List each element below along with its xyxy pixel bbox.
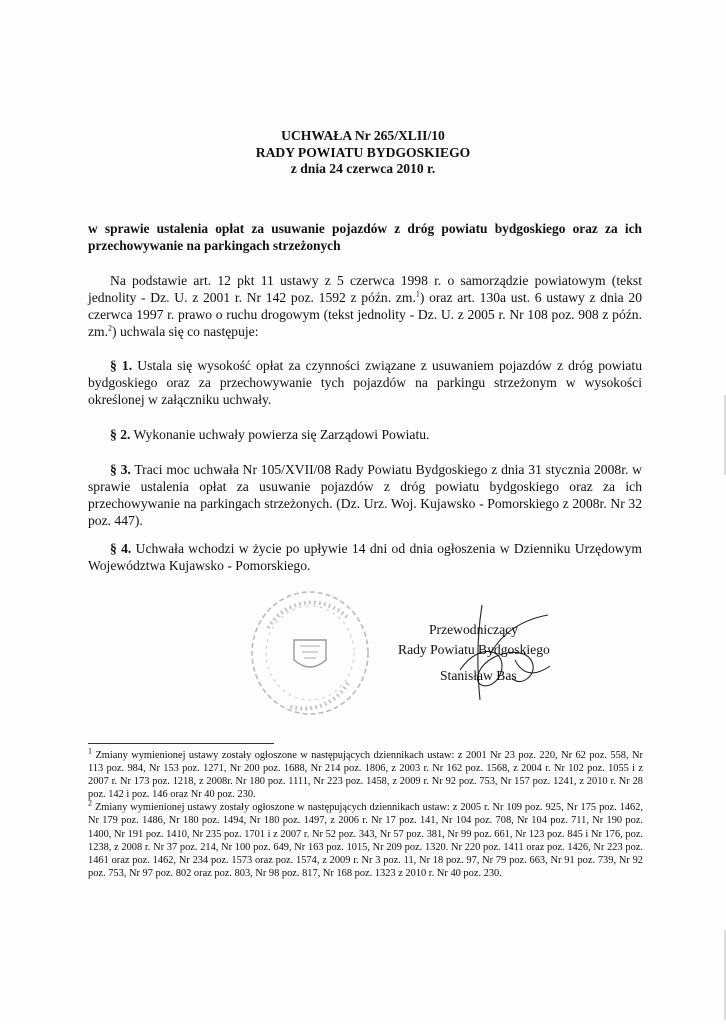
- section-3: [88, 461, 642, 529]
- footnote-text: Zmiany wymienionej ustawy zostały ogłoszone w następujących dziennikach ustaw: z 2005 r. Nr 109 poz. 925, Nr 175 poz. 1462, Nr 179 poz. 1486, Nr 180 poz. 1494, Nr 180 poz. 1497, z 2006 r. Nr 17 poz. 141, Nr 104 poz. 708, Nr 104 poz. 711, Nr 190 poz. 1400, Nr 191 poz. 1410, Nr 235 poz. 1701 i z 2007 r. Nr 52 poz. 343, Nr 57 poz. 381, Nr 99 poz. 661, Nr 123 poz. 845 i Nr 176, poz. 1238, z 2008 r. Nr 37 poz. 214, Nr 100 poz. 649, Nr 163 poz. 1015, Nr 209 poz. 1320. Nr 220 poz. 1411 oraz poz. 1426, Nr 223 poz. 1461 oraz poz. 1462, Nr 234 poz. 1573 oraz poz. 1574, z 2009 r. Nr 3 poz. 11, Nr 18 poz. 97, Nr 79 poz. 663, Nr 91 poz. 739, Nr 92 poz. 753, Nr 97 poz. 802 oraz poz. 803, Nr 98 poz. 817, Nr 168 poz. 1323 z 2010 r. Nr 40 poz. 230.: [88, 802, 643, 879]
- resolution-number: UCHWAŁA Nr 265/XLII/10: [281, 128, 445, 143]
- section-number: § 4.: [110, 541, 132, 556]
- preamble: [88, 272, 642, 340]
- issuing-body: RADY POWIATU BYDGOSKIEGO: [255, 144, 471, 160]
- footnote-separator: [88, 743, 274, 744]
- section-4: [88, 540, 642, 574]
- resolution-header: [0, 128, 726, 178]
- section-text: Traci moc uchwała Nr 105/XVII/08 Rady Powiatu Bydgoskiego z dnia 31 stycznia 2008r. w sprawie ustalenia opłat za usuwanie pojazdów z dróg powiatu bydgoskiego oraz za ich przechowywanie na parkingach strzeżonych. (Dz. Urz. Woj. Kujawsko - Pomorskiego z 2008r. Nr 32 poz. 447).: [88, 462, 642, 528]
- section-text: Uchwała wchodzi w życie po upływie 14 dni od dnia ogłoszenia w Dzienniku Urzędowym Województwa Kujawsko - Pomorskiego.: [88, 541, 642, 573]
- preamble-text-3: ) uchwala się co następuje:: [112, 324, 259, 339]
- footnote-ref-2: 2: [108, 323, 113, 333]
- footnotes: [88, 746, 643, 880]
- footnote-2: [88, 798, 643, 880]
- preamble-text-1: Na podstawie art. 12 pkt 11 ustawy z 5 czerwca 1998 r. o samorządzie powiatowym (tekst jednolity - Dz. U. z 2001 r. Nr 142 poz. 1592 z późn. zm.: [88, 273, 642, 305]
- signatory-body: Rady Powiatu Bydgoskiego: [398, 642, 550, 657]
- preamble-text-2: ) oraz art. 130a ust. 6 ustawy z dnia 20 czerwca 1997 r. prawo o ruchu drogowym (tekst jednolity - Dz. U. z 2005 r. Nr 108 poz. 908 z późn. zm.: [88, 290, 642, 339]
- resolution-subject: w sprawie ustalenia opłat za usuwanie pojazdów z dróg powiatu bydgoskiego oraz za ich przechowywanie na parkingach strzeżonych: [88, 221, 642, 253]
- footnote-text: Zmiany wymienionej ustawy zostały ogłoszone w następujących dziennikach ustaw: z 2001 Nr 23 poz. 220, Nr 62 poz. 558, Nr 113 poz. 984, Nr 153 poz. 1271, Nr 200 poz. 1688, Nr 214 poz. 1806, z 2003 r. Nr 162 poz. 1568, z 2004 r. Nr 102 poz. 1055 i z 2007 r. Nr 173 poz. 1218, z 2008r. Nr 180 poz. 1111, Nr 223 poz. 1458, z 2009 r. Nr 92 poz. 753, Nr 157 poz. 1241, z 2010 r. Nr 28 poz. 142 i poz. 146 oraz Nr 40 poz. 230.: [88, 750, 643, 801]
- section-number: § 1.: [110, 358, 133, 373]
- section-text: Ustala się wysokość opłat za czynności związane z usuwaniem pojazdów z dróg powiatu bydgoskiego oraz za przechowywanie tych pojazdów na parkingu strzeżonym w wysokości określonej w załączniku uchwały.: [88, 358, 642, 407]
- signatory-title: Przewodniczący: [429, 622, 519, 637]
- section-1: [88, 357, 642, 408]
- footnote-1: [88, 746, 643, 801]
- resolution-date: z dnia 24 czerwca 2010 r.: [290, 161, 436, 176]
- footnote-mark: 1: [88, 746, 92, 756]
- section-number: § 3.: [110, 462, 131, 477]
- signatory-name: Stanisław Bas: [440, 668, 517, 683]
- section-text: Wykonanie uchwały powierza się Zarządowi Powiatu.: [130, 427, 430, 442]
- official-seal-stamp: [248, 588, 372, 718]
- section-2: [88, 426, 642, 443]
- footnote-ref-1: 1: [415, 289, 420, 299]
- signature-block: [398, 620, 658, 686]
- section-number: § 2.: [110, 427, 131, 442]
- footnote-mark: 2: [88, 798, 92, 808]
